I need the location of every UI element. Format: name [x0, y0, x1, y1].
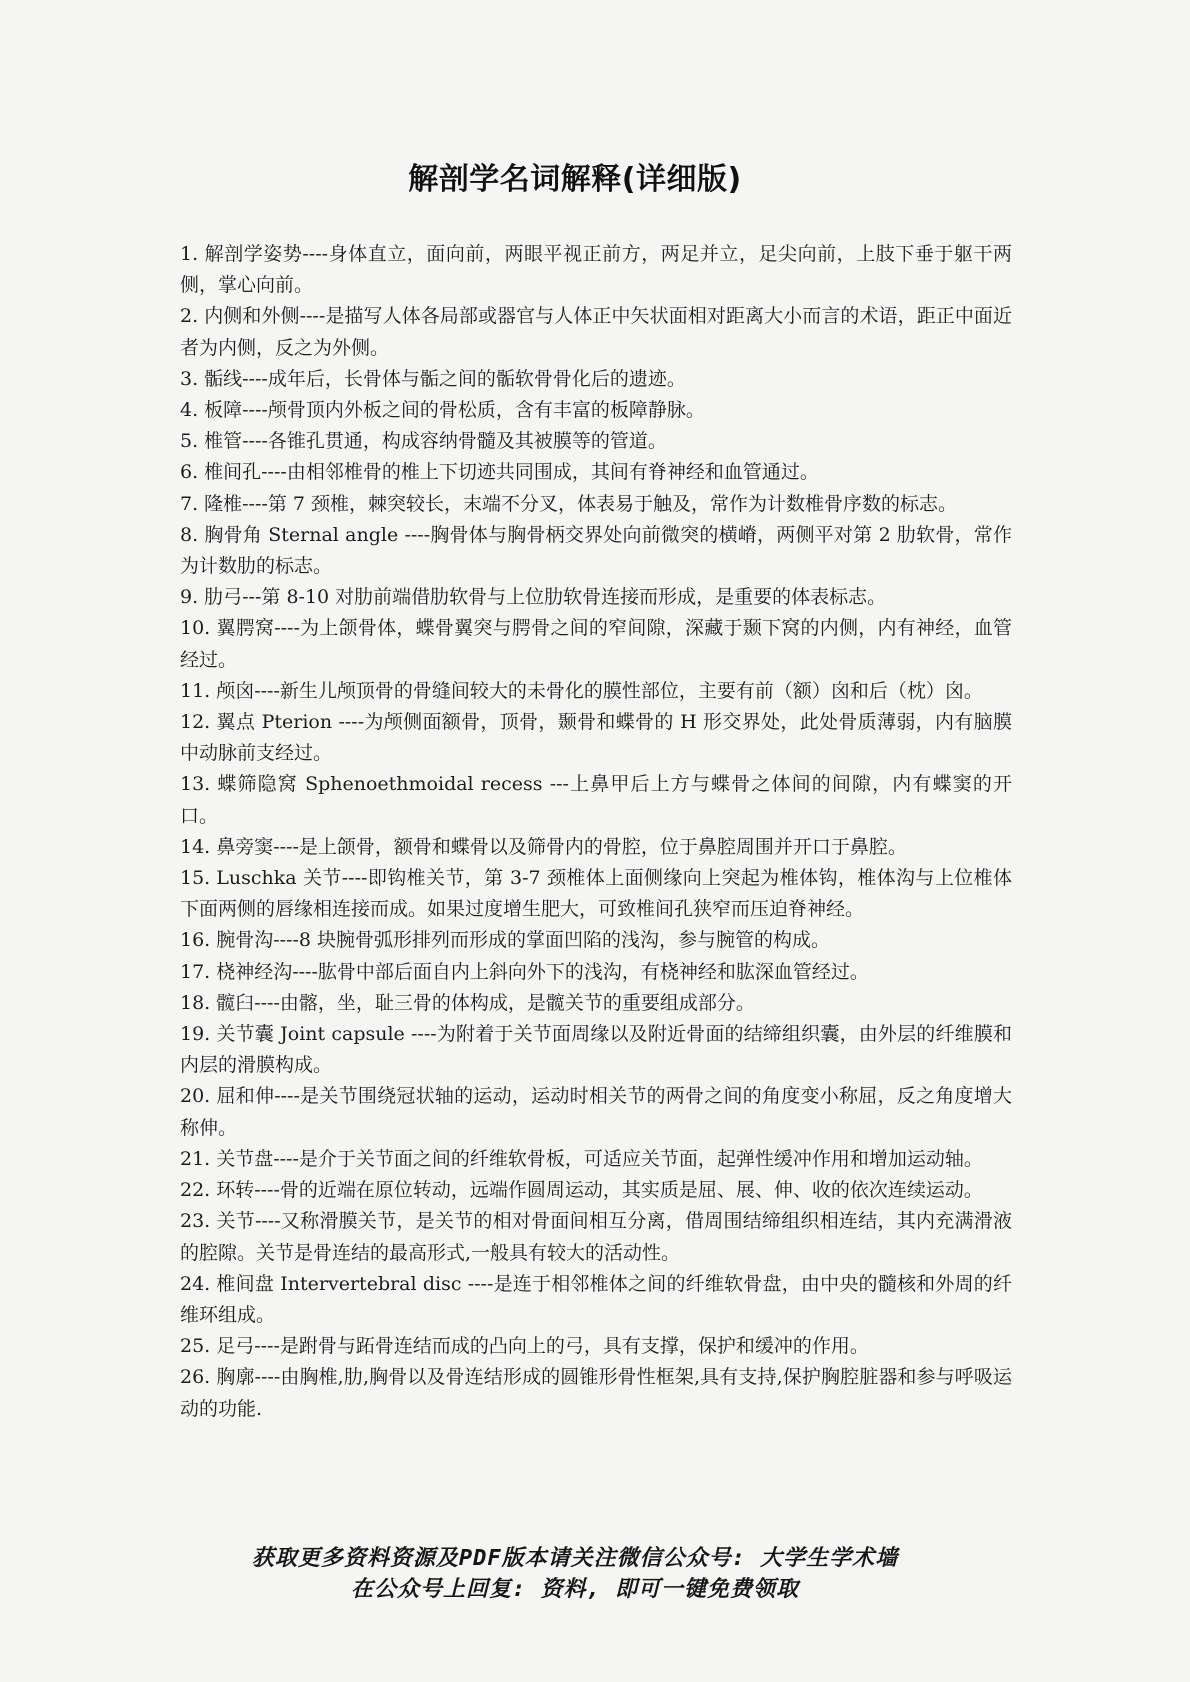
term-number: 18. [180, 991, 211, 1014]
term-number: 21. [180, 1147, 211, 1170]
term-definition: 关节盘----是介于关节面之间的纤维软骨板，可适应关节面，起弹性缓冲作用和增加运动轴。 [216, 1147, 983, 1170]
term-definition: 肋弓---第 8-10 对肋前端借肋软骨与上位肋软骨连接而形成，是重要的体表标志。 [204, 586, 887, 609]
term-definition: 椎间盘 Intervertebral disc ----是连于相邻椎体之间的纤维软骨盘，由中央的髓核和外周的纤维环组成。 [180, 1272, 1012, 1326]
term-number: 14. [180, 835, 211, 858]
term-entry [180, 301, 1012, 363]
term-definition: 关节囊 Joint capsule ----为附着于关节面周缘以及附近骨面的结缔组织囊，由外层的纤维膜和内层的滑膜构成。 [180, 1023, 1012, 1077]
term-definition: 足弓----是跗骨与跖骨连结而成的凸向上的弓，具有支撑，保护和缓冲的作用。 [216, 1335, 869, 1358]
term-entry [180, 239, 1012, 301]
term-number: 13. [180, 773, 211, 796]
term-definition: 颅囟----新生儿颅顶骨的骨缝间较大的未骨化的膜性部位，主要有前（额）囟和后（枕）囟。 [216, 679, 983, 702]
term-number: 12. [180, 711, 211, 734]
term-number: 2. [180, 305, 199, 328]
term-entry [180, 769, 1012, 831]
term-entry [180, 1331, 1012, 1362]
footer-note [0, 1543, 1150, 1605]
term-entry [180, 1175, 1012, 1206]
term-entry [180, 925, 1012, 956]
term-entry [180, 426, 1012, 457]
term-number: 11. [180, 679, 211, 702]
term-entry [180, 582, 1012, 613]
term-definition: 椎管----各锥孔贯通，构成容纳骨髓及其被膜等的管道。 [204, 430, 667, 453]
term-entry [180, 707, 1012, 769]
term-definition: 屈和伸----是关节围绕冠状轴的运动，运动时相关节的两骨之间的角度变小称屈，反之角度增大称伸。 [180, 1085, 1012, 1139]
term-number: 17. [180, 960, 211, 983]
term-number: 4. [180, 399, 199, 422]
term-entry [180, 395, 1012, 426]
term-entry [180, 1269, 1012, 1331]
term-number: 23. [180, 1210, 211, 1233]
term-number: 8. [180, 523, 199, 546]
term-list [180, 239, 1012, 1425]
term-entry [180, 988, 1012, 1019]
term-number: 10. [180, 617, 211, 640]
term-definition: 鼻旁窦----是上颌骨，额骨和蝶骨以及筛骨内的骨腔，位于鼻腔周围并开口于鼻腔。 [216, 835, 907, 858]
term-number: 24. [180, 1272, 211, 1295]
term-definition: 环转----骨的近端在原位转动，远端作圆周运动，其实质是屈、展、伸、收的依次连续运动。 [216, 1179, 983, 1202]
term-number: 25. [180, 1335, 211, 1358]
term-number: 26. [180, 1366, 211, 1389]
term-number: 3. [180, 367, 199, 390]
footer-line-1: 获取更多资料资源及PDF版本请关注微信公众号: 大学生学术墙 [251, 1546, 899, 1571]
term-definition: 板障----颅骨顶内外板之间的骨松质，含有丰富的板障静脉。 [204, 399, 705, 422]
term-number: 19. [180, 1023, 211, 1046]
term-number: 1. [180, 243, 199, 265]
term-entry [180, 457, 1012, 488]
footer-line-2: 在公众号上回复: 资料, 即可一键免费领取 [351, 1577, 799, 1602]
term-definition: 解剖学姿势----身体直立，面向前，两眼平视正前方，两足并立，足尖向前，上肢下垂于躯干两侧，掌心向前。 [180, 243, 1012, 297]
term-entry [180, 1144, 1012, 1175]
term-number: 22. [180, 1179, 211, 1202]
term-entry [180, 1362, 1012, 1424]
term-number: 20. [180, 1085, 211, 1108]
term-entry [180, 1019, 1012, 1081]
term-definition: 腕骨沟----8 块腕骨弧形排列而形成的掌面凹陷的浅沟，参与腕管的构成。 [216, 929, 831, 952]
term-definition: 翼点 Pterion ----为颅侧面额骨，顶骨，颞骨和蝶骨的 H 形交界处，此处骨质薄弱，内有脑膜中动脉前支经过。 [180, 711, 1012, 765]
term-entry [180, 489, 1012, 520]
term-entry [180, 1206, 1012, 1268]
term-number: 16. [180, 929, 211, 952]
term-definition: 胸骨角 Sternal angle ----胸骨体与胸骨柄交界处向前微突的横嵴，两侧平对第 2 肋软骨，常作为计数肋的标志。 [180, 523, 1012, 578]
term-entry [180, 364, 1012, 395]
term-entry [180, 863, 1012, 925]
term-entry [180, 1081, 1012, 1143]
term-number: 9. [180, 586, 199, 609]
term-definition: 胸廓----由胸椎,肋,胸骨以及骨连结形成的圆锥形骨性框架,具有支持,保护胸腔脏器和参与呼吸运动的功能. [180, 1366, 1012, 1420]
term-definition: 隆椎----第 7 颈椎，棘突较长，末端不分叉，体表易于触及，常作为计数椎骨序数的标志。 [204, 492, 957, 515]
term-entry [180, 957, 1012, 988]
term-definition: 骺线----成年后，长骨体与骺之间的骺软骨骨化后的遗迹。 [204, 367, 686, 390]
term-definition: 内侧和外侧----是描写人体各局部或器官与人体正中矢状面相对距离大小而言的术语，距正中面近者为内侧，反之为外侧。 [180, 305, 1012, 359]
term-definition: 翼腭窝----为上颌骨体，蝶骨翼突与腭骨之间的窄间隙，深藏于颞下窝的内侧，内有神经，血管经过。 [180, 617, 1012, 671]
term-definition: 蝶筛隐窝 Sphenoethmoidal recess ---上鼻甲后上方与蝶骨之体间的间隙，内有蝶窦的开口。 [180, 773, 1012, 827]
term-number: 7. [180, 492, 199, 515]
term-definition: 椎间孔----由相邻椎骨的椎上下切迹共同围成，其间有脊神经和血管通过。 [204, 461, 819, 484]
term-number: 5. [180, 430, 199, 453]
term-number: 6. [180, 461, 199, 484]
term-entry [180, 520, 1012, 582]
term-definition: 桡神经沟----肱骨中部后面自内上斜向外下的浅沟，有桡神经和肱深血管经过。 [216, 960, 869, 983]
term-definition: 髋臼----由髂，坐，耻三骨的体构成，是髋关节的重要组成部分。 [216, 991, 755, 1014]
term-entry [180, 832, 1012, 863]
term-entry [180, 613, 1012, 675]
term-number: 15. [180, 867, 211, 890]
term-entry [180, 676, 1012, 707]
term-definition: Luschka 关节----即钩椎关节，第 3-7 颈椎体上面侧缘向上突起为椎体钩，椎体沟与上位椎体下面两侧的唇缘相连接而成。如果过度增生肥大，可致椎间孔狭窄而压迫脊神经。 [180, 867, 1012, 921]
term-definition: 关节----又称滑膜关节，是关节的相对骨面间相互分离，借周围结缔组织相连结，其内充满滑液的腔隙。关节是骨连结的最高形式,一般具有较大的活动性。 [180, 1210, 1012, 1264]
page-title: 解剖学名词解释(详细版) [408, 162, 742, 197]
